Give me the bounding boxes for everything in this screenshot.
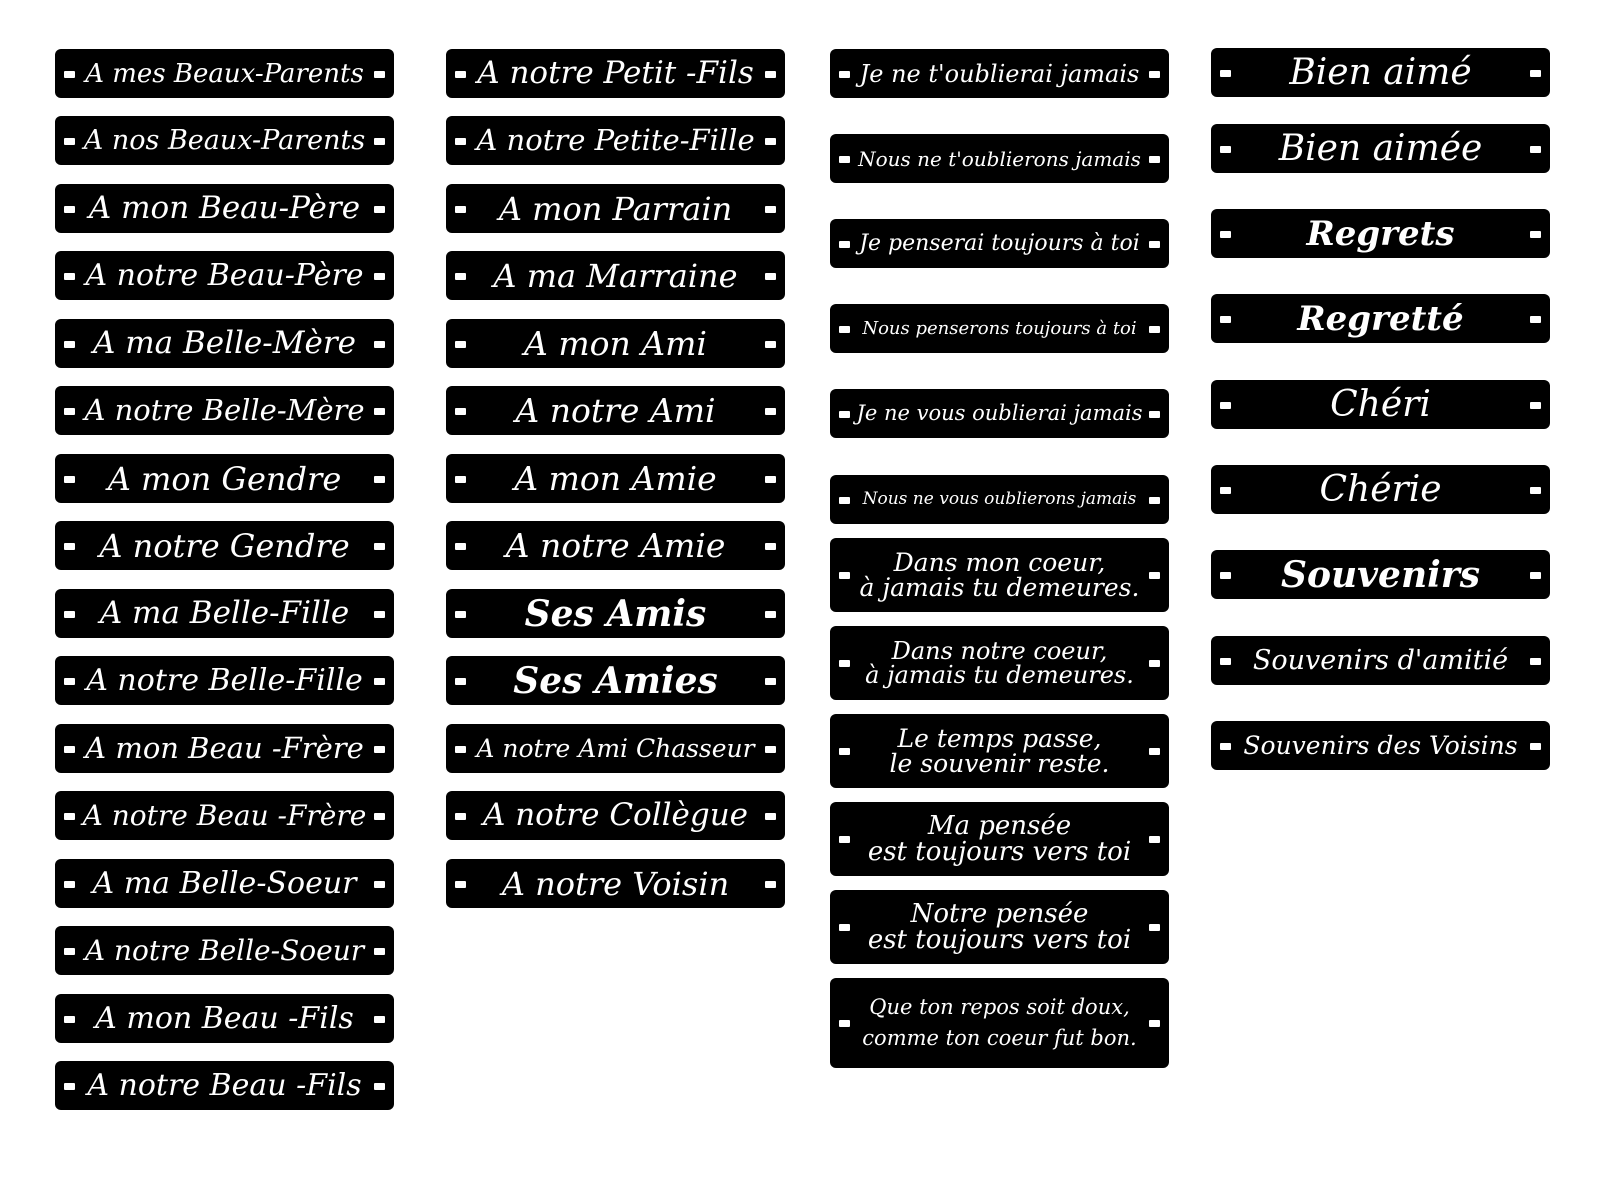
plaque-text: A notre Ami Chasseur bbox=[476, 734, 755, 763]
plaque-text: Ma pensée est toujours vers toi bbox=[867, 811, 1132, 867]
plaque-text: A notre Amie bbox=[505, 526, 726, 565]
plaque bbox=[1211, 721, 1550, 770]
plaque-text: A mon Beau -Frère bbox=[85, 731, 364, 765]
plaque-text: Je ne vous oublierai jamais bbox=[856, 401, 1143, 425]
plaque bbox=[1211, 636, 1550, 685]
plaque-text: Souvenirs des Voisins bbox=[1243, 731, 1518, 760]
plaque-text: Regretté bbox=[1297, 298, 1464, 339]
mounting-hole-icon bbox=[1220, 402, 1231, 409]
plaque bbox=[1211, 294, 1550, 343]
plaque-text: A notre Beau-Père bbox=[85, 257, 364, 293]
plaque-text: A notre Belle-Soeur bbox=[84, 933, 365, 967]
plaque-text: A ma Belle-Soeur bbox=[92, 865, 357, 901]
plaque-text: A ma Belle-Fille bbox=[99, 595, 350, 631]
plaque-text: Regrets bbox=[1306, 213, 1455, 254]
mounting-hole-icon bbox=[1220, 572, 1231, 579]
plaque-text: A notre Belle-Fille bbox=[86, 662, 363, 698]
mounting-hole-icon bbox=[1220, 487, 1231, 494]
plaque-text: A mes Beaux-Parents bbox=[85, 58, 364, 89]
plaque bbox=[1211, 465, 1550, 514]
plaque-text: A ma Belle-Mère bbox=[92, 325, 356, 361]
plaque-text: A mon Amie bbox=[514, 459, 717, 498]
plaque-text: Chéri bbox=[1330, 383, 1431, 425]
mounting-hole-icon bbox=[1530, 146, 1541, 153]
plaque-text: Nous ne t'oublierons jamais bbox=[858, 146, 1141, 171]
plaque-text: A nos Beaux-Parents bbox=[83, 125, 366, 156]
mounting-hole-icon bbox=[1530, 231, 1541, 238]
mounting-hole-icon bbox=[1220, 743, 1231, 750]
plaque-text: Je ne t'oublierai jamais bbox=[859, 59, 1140, 88]
plaque-text: A mon Parrain bbox=[498, 189, 733, 228]
mounting-hole-icon bbox=[1220, 658, 1231, 665]
plaque-text: Le temps passe, le souvenir reste. bbox=[889, 724, 1110, 778]
plaque-text: Bien aimée bbox=[1278, 127, 1483, 169]
plaque bbox=[1211, 124, 1550, 173]
mounting-hole-icon bbox=[1530, 743, 1541, 750]
plaque-text: Dans notre coeur, à jamais tu demeures. bbox=[865, 637, 1134, 689]
plaque-text: A notre Voisin bbox=[501, 864, 730, 903]
plaque-text: A notre Beau -Fils bbox=[87, 1067, 362, 1103]
plaque-text: A notre Gendre bbox=[99, 526, 350, 565]
plaque-text: A mon Beau -Fils bbox=[95, 1000, 354, 1036]
plaque-text: A notre Beau -Frère bbox=[82, 798, 367, 832]
mounting-hole-icon bbox=[1220, 231, 1231, 238]
plaque-text: Je penserai toujours à toi bbox=[859, 230, 1140, 256]
plaque-text: Chérie bbox=[1319, 468, 1442, 510]
plaque-text: Ses Amis bbox=[524, 592, 707, 635]
plaque-text: Ses Amies bbox=[513, 659, 718, 702]
plaque-text: A mon Ami bbox=[524, 324, 707, 363]
mounting-hole-icon bbox=[1530, 402, 1541, 409]
plaque-text: A notre Petit -Fils bbox=[477, 55, 754, 91]
mounting-hole-icon bbox=[1530, 658, 1541, 665]
plaque-text: Souvenirs d'amitié bbox=[1252, 645, 1509, 676]
plaque-text: Dans mon coeur, à jamais tu demeures. bbox=[859, 548, 1140, 602]
mounting-hole-icon bbox=[1530, 572, 1541, 579]
plaque-text: Que ton repos soit doux, comme ton coeur fut bon. bbox=[862, 994, 1137, 1050]
plaque-text: A notre Ami bbox=[515, 391, 716, 430]
mounting-hole-icon bbox=[1530, 70, 1541, 77]
mounting-hole-icon bbox=[1220, 316, 1231, 323]
plaque-text: Nous penserons toujours à toi bbox=[862, 317, 1137, 339]
mounting-hole-icon bbox=[1220, 146, 1231, 153]
plaque-text: A ma Marraine bbox=[493, 256, 738, 295]
mounting-hole-icon bbox=[1530, 487, 1541, 494]
plaque-text: Notre pensée est toujours vers toi bbox=[867, 899, 1132, 955]
plaque-text: Nous ne vous oublierons jamais bbox=[862, 489, 1137, 509]
plaque bbox=[1211, 48, 1550, 97]
plaque bbox=[1211, 209, 1550, 258]
plaque bbox=[1211, 380, 1550, 429]
plaque-text: Bien aimé bbox=[1289, 51, 1472, 93]
plaque bbox=[1211, 550, 1550, 599]
plaque-text: A notre Belle-Mère bbox=[84, 393, 365, 427]
plaque-text: Souvenirs bbox=[1280, 553, 1481, 596]
plaque-text: A notre Petite-Fille bbox=[476, 123, 755, 157]
plaque-text: A mon Gendre bbox=[107, 459, 342, 498]
mounting-hole-icon bbox=[1220, 70, 1231, 77]
plaque-text: A notre Collègue bbox=[482, 797, 749, 833]
plaque-text: A mon Beau-Père bbox=[88, 190, 361, 226]
mounting-hole-icon bbox=[1530, 316, 1541, 323]
